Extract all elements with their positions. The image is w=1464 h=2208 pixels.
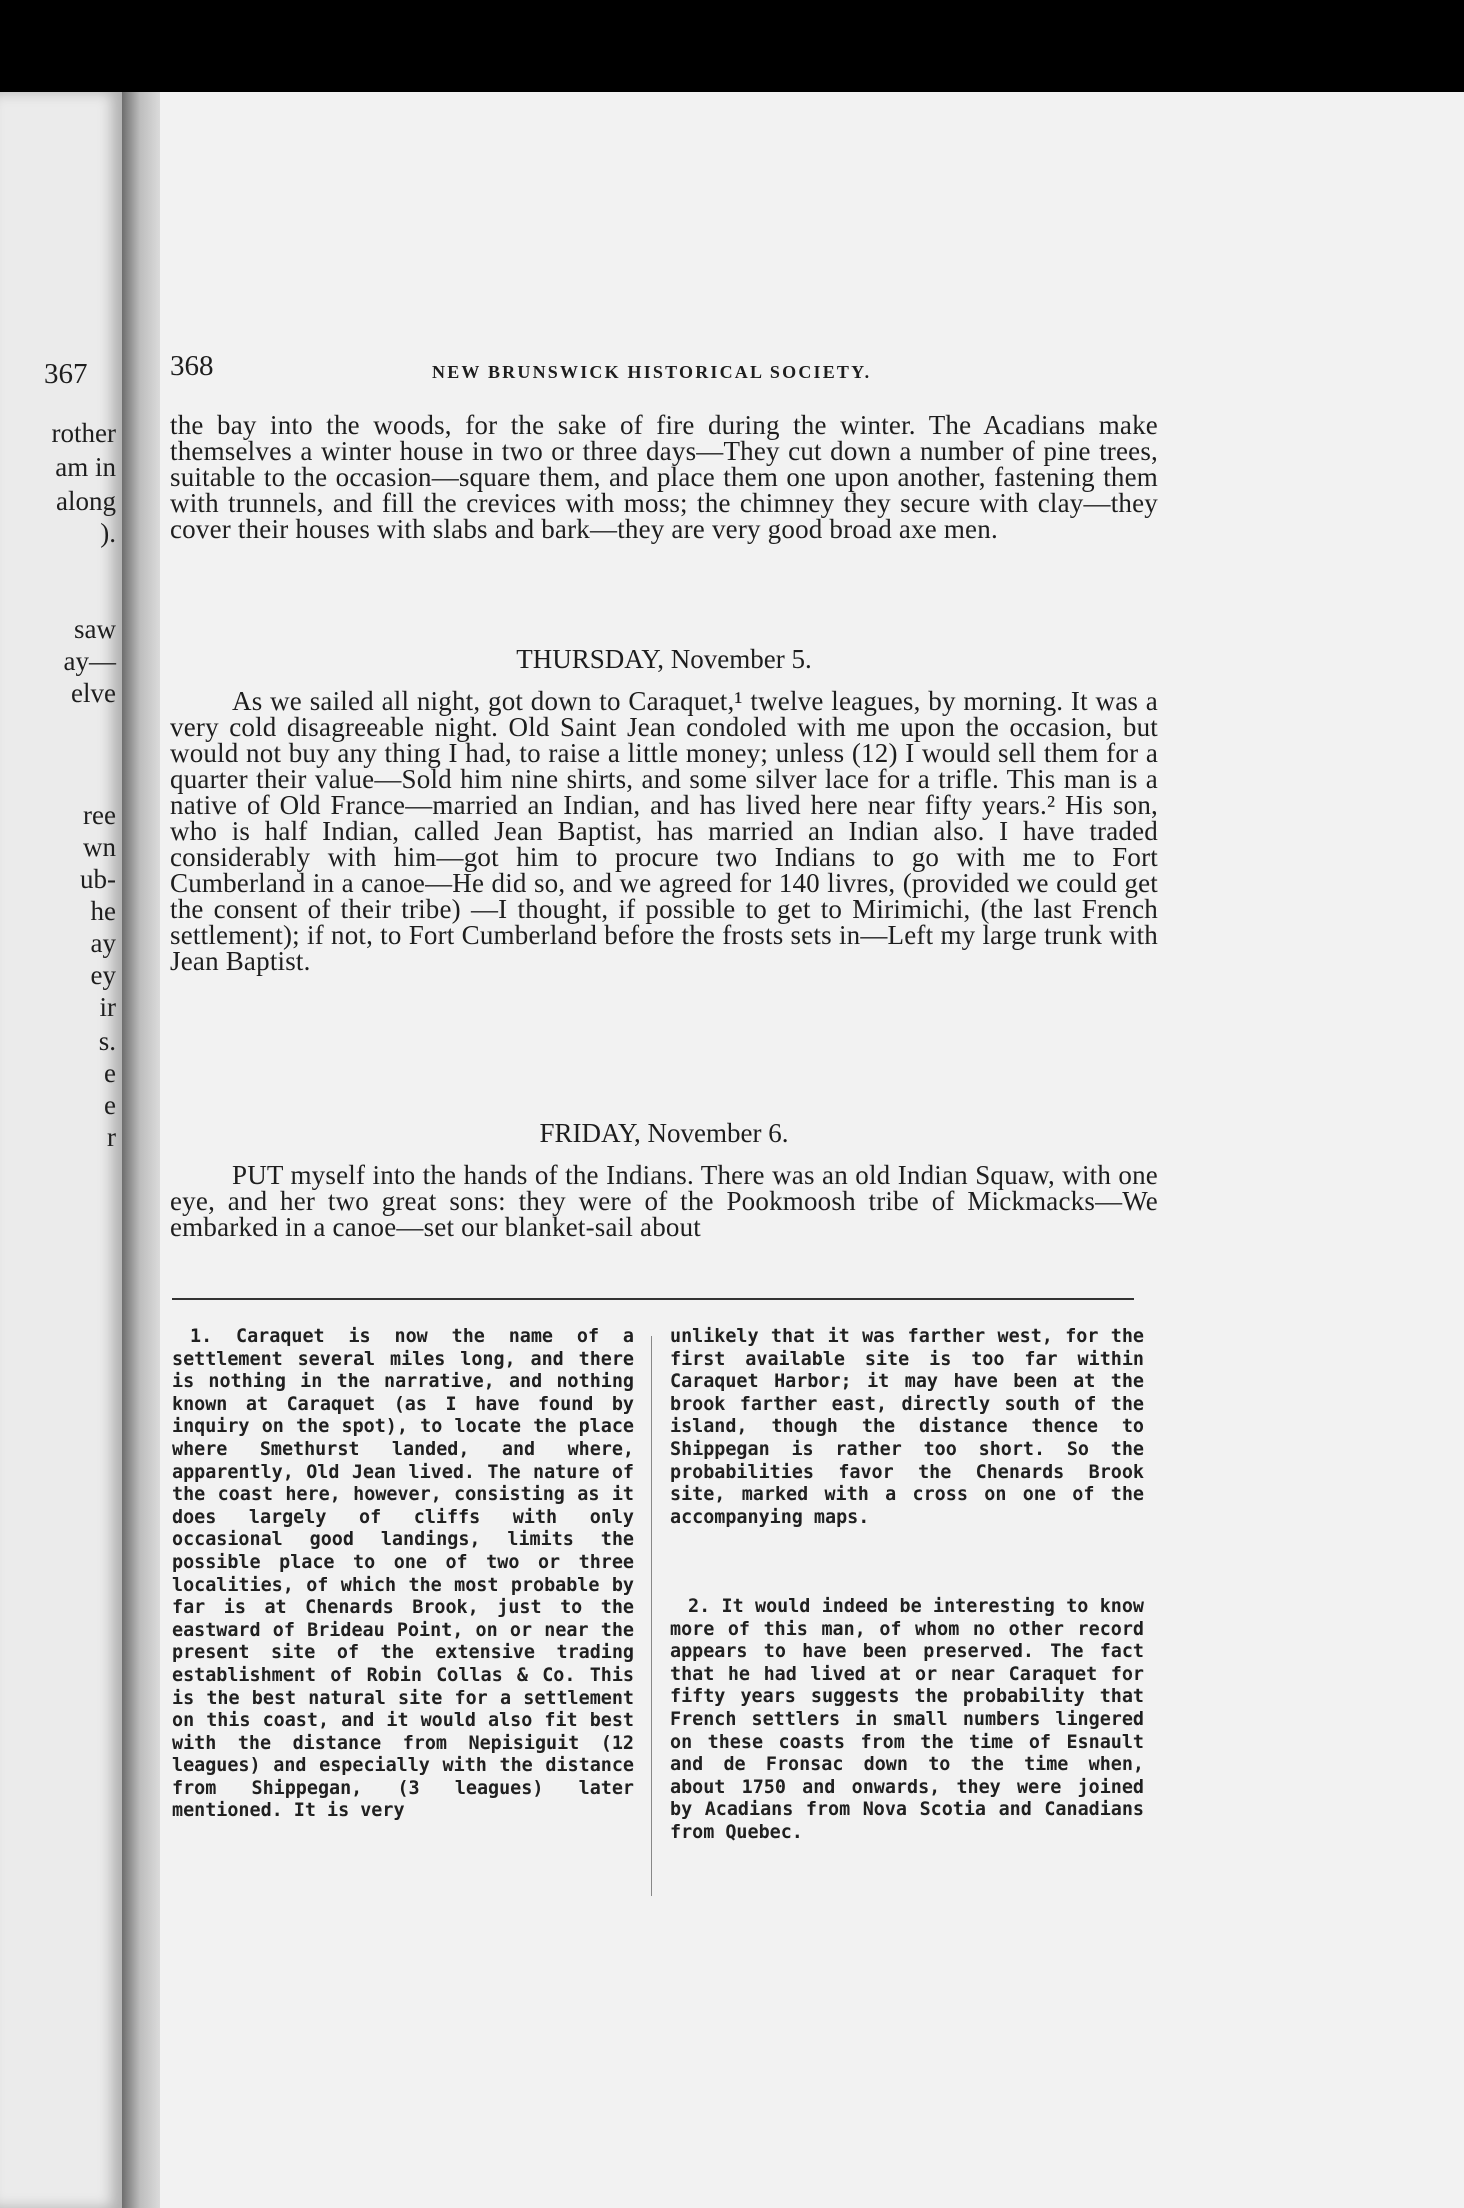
page-number: 368: [170, 350, 214, 382]
facing-line-fragment: elve: [71, 678, 116, 708]
facing-page-edge: [0, 92, 125, 2208]
section-heading: FRIDAY, November 6.: [539, 1118, 789, 1148]
footnote-1-continued: unlikely that it was farther west, for the first available site is too far within Caraquet Harbor; it may have been at the brook farther east, directly south of the island, though the distance thence to Shippegan is rather too short. So the probabilities favor the Chenards Brook site, marked with a cross on one of the accompanying maps.: [670, 1326, 1144, 1528]
column-divider: [651, 1336, 652, 1896]
facing-line-fragment: along: [56, 486, 116, 516]
facing-line-fragment: ree: [83, 800, 116, 830]
facing-line-fragment: ub-: [80, 864, 116, 894]
footnote-rule: [172, 1298, 1134, 1300]
facing-page-number: 367: [44, 358, 88, 390]
facing-line-fragment: e: [104, 1090, 116, 1120]
running-head: NEW BRUNSWICK HISTORICAL SOCIETY.: [432, 362, 872, 382]
facing-line-fragment: s.: [98, 1026, 116, 1056]
section-heading: THURSDAY, November 5.: [516, 644, 812, 674]
body-paragraph: the bay into the woods, for the sake of fire during the winter. The Acadians make themselves a winter house in two or three days—They cut down a number of pine trees, suitable to the occasion—square them, and place them one upon another, fastening them with trunnels, and fill the crevices with moss; the chimney they secure with clay—they cover their houses with slabs and bark—they are very good broad axe men.: [170, 410, 1158, 544]
facing-line-fragment: ey: [90, 960, 116, 990]
facing-line-fragment: am in: [55, 452, 116, 482]
facing-line-fragment: ir: [99, 992, 116, 1022]
facing-line-fragment: rother: [51, 418, 116, 448]
facing-line-fragment: ).: [100, 518, 116, 548]
body-paragraph: As we sailed all night, got down to Caraquet,¹ twelve leagues, by morning. It was a very cold disagreeable night. Old Saint Jean condoled with me upon the occasion, but would not buy any thing I had, to raise a little money; unless (12) I would sell them for a quarter their value—Sold him nine shirts, and some silver lace for a trifle. This man is a native of Old France—married an Indian, and has lived here near fifty years.² His son, who is half Indian, called Jean Baptist, has married an Indian also. I have traded considerably with him—got him to procure two Indians to go with me to Fort Cumberland in a canoe—He did so, and we agreed for 140 livres, (provided we could get the consent of their tribe) —I thought, if possible to get to Mirimichi, (the last French settlement); if not, to Fort Cumberland before the frosts sets in—Left my large trunk with Jean Baptist.: [170, 686, 1158, 976]
body-paragraph: PUT myself into the hands of the Indians. There was an old Indian Squaw, with one eye, and her two great sons: they were of the Pookmoosh tribe of Mickmacks—We embarked in a canoe—set our blanket-sail about: [170, 1160, 1158, 1242]
facing-line-fragment: he: [90, 896, 116, 926]
facing-line-fragment: ay: [90, 928, 116, 958]
book-gutter: [122, 92, 162, 2208]
facing-line-fragment: wn: [83, 832, 116, 862]
facing-line-fragment: saw: [74, 614, 116, 644]
facing-line-fragment: ay—: [63, 646, 116, 676]
facing-line-fragment: r: [107, 1122, 116, 1152]
footnote-2: 2. It would indeed be interesting to know more of this man, of whom no other record appears to have been preserved. The fact that he had lived at or near Caraquet for fifty years suggests the probability that French settlers in small numbers lingered on these coasts from the time of Esnault and de Fronsac down to the time when, about 1750 and onwards, they were joined by Acadians from Nova Scotia and Canadians from Quebec.: [670, 1596, 1144, 1843]
facing-line-fragment: e: [104, 1058, 116, 1088]
footnote-1: 1. Caraquet is now the name of a settlement several miles long, and there is nothing in the narrative, and nothing known at Caraquet (as I have found by inquiry on the spot), to locate the place where Smethurst landed, and where, apparently, Old Jean lived. The nature of the coast here, however, consisting as it does largely of cliffs with only occasional good landings, limits the possible place to one of two or three localities, of which the most probable by far is at Chenards Brook, just to the eastward of Brideau Point, on or near the present site of the extensive trading establishment of Robin Collas & Co. This is the best natural site for a settlement on this coast, and it would also fit best with the distance from Nepisiguit (12 leagues) and especially with the distance from Shippegan, (3 leagues) later mentioned. It is very: [172, 1326, 634, 1822]
